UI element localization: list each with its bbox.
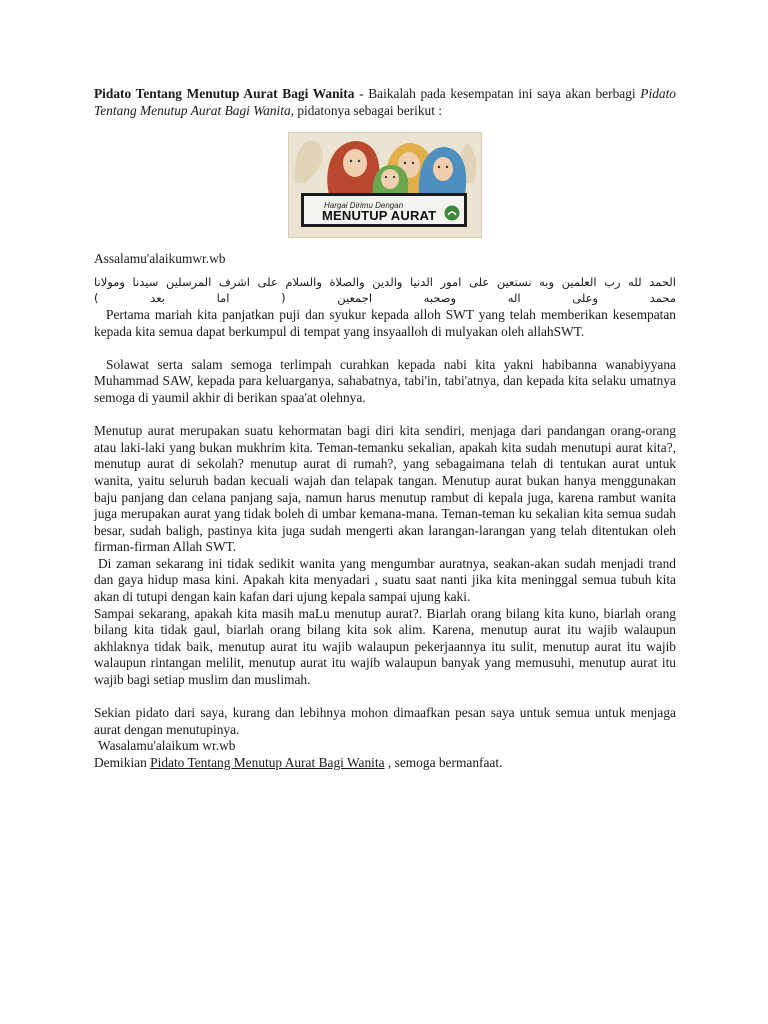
intro-italic-title: Pidato Tentang Menutup Aurat Bagi Wanita	[94, 86, 677, 118]
arabic-line-2: محمد وعلى اله وصحبه اجمعين ( اما بعد )	[94, 291, 676, 306]
closing-prefix: Demikian	[94, 755, 151, 770]
arabic-opening	[94, 274, 676, 307]
illustration-container	[94, 132, 676, 238]
closing-line	[94, 755, 676, 772]
intro-paragraph	[94, 86, 676, 119]
banner-caption-main: MENUTUP AURAT	[322, 208, 437, 224]
document-title: Pidato Tentang Menutup Aurat Bagi Wanita	[94, 86, 355, 101]
paragraph-2: Solawat serta salam semoga terlimpah curahkan kepada nabi kita yakni habibanna wanabiyyana Muhammad SAW, kepada para keluarganya, sahabatnya, tabi'in, tabi'atnya, dan kepada kita selaku umatnya semoga di yaumil akhir di berikan spaa'at olehnya.	[94, 356, 676, 405]
banner-caption-small: Hargai Dirimu Dengan	[324, 201, 404, 211]
green-logo-icon	[444, 205, 460, 221]
greeting-text: Assalamu'alaikumwr.wb	[94, 251, 226, 267]
paragraph-5: Sampai sekarang, apakah kita masih maLu menutup aurat?. Biarlah orang bilang kita kuno, biarlah orang bilang kita tidak gaul, biarlah orang bilang kita sok alim. Karena, menutup aurat itu wajib walaupun akhlaknya tidak baik, menutup aurat itu wajib walaupun pekerjaannya itu sulit, menutup aurat itu wajib walaupun rintangan melilit, menutup aurat itu wajib walaupun banyak yang memusuhi, menutup aurat itu wajib bagi setiap muslim dan muslimah.	[94, 605, 676, 688]
paragraph-4: Di zaman sekarang ini tidak sedikit wanita yang mengumbar auratnya, seakan-akan sudah menjadi trand dan gaya hidup masa kini. Apakah kita menyadari , suatu saat nanti jika kita meninggal semua tubuh kita akan di tutupi dengan kain kafan dari ujung kepala sampai ujung kaki.	[94, 555, 676, 605]
closing-salam: Wasalamu'alaikum wr.wb	[98, 738, 236, 754]
arabic-line-1: الحمد لله رب العلمين وبه نستعين على امور الدنيا والدين والصلاة والسلام على اشرف المرسلين سيدنا ومولانا	[94, 274, 676, 289]
closing-title-link[interactable]: Pidato Tentang Menutup Aurat Bagi Wanita	[150, 755, 385, 770]
banner-sign	[301, 193, 467, 227]
closing-suffix: , semoga bermanfaat.	[384, 755, 503, 770]
intro-dash-text: - Baikalah pada kesempatan ini saya akan berbagi	[354, 86, 641, 101]
intro-tail-text: , pidatonya sebagai berikut :	[290, 102, 443, 118]
paragraph-1: Pertama mariah kita panjatkan puji dan syukur kepada alloh SWT yang telah memberikan kesempatan kepada kita semua dapat berkumpul di tempat yang insyaalloh di mulyakan oleh allahSWT.	[94, 306, 676, 339]
illustration-banner	[288, 132, 482, 238]
paragraph-6: Sekian pidato dari saya, kurang dan lebihnya mohon dimaafkan pesan saya untuk semua untuk menjaga aurat dengan menutupinya.	[94, 705, 676, 737]
paragraph-3: Menutup aurat merupakan suatu kehormatan bagi diri kita sendiri, menjaga dari pandangan orang-orang atau laki-laki yang bukan mukhrim kita. Teman-temanku sekalian, apakah kita sudah menutupi aurat kita?, menutup aurat di sekolah? menutup aurat di rumah?, yang sebagaimana telah di tentukan aurat untuk wanita, yaitu seluruh badan kecuali wajah dan telapak tangan. Menutup aurat bukan hanya menggunakan baju panjang dan celana panjang saja, namun harus menutup rambut di kepala juga, karena rambut wanita juga merupakan aurat yang tidak boleh di umbar kemana-mana. Teman-teman ku sekalian kita semua sudah besar, sudah baligh, pastinya kita juga sudah mengerti akan larangan-larangan yang telah ditentukan oleh firman-firman Allah SWT.	[94, 423, 676, 555]
document-page	[94, 86, 676, 772]
